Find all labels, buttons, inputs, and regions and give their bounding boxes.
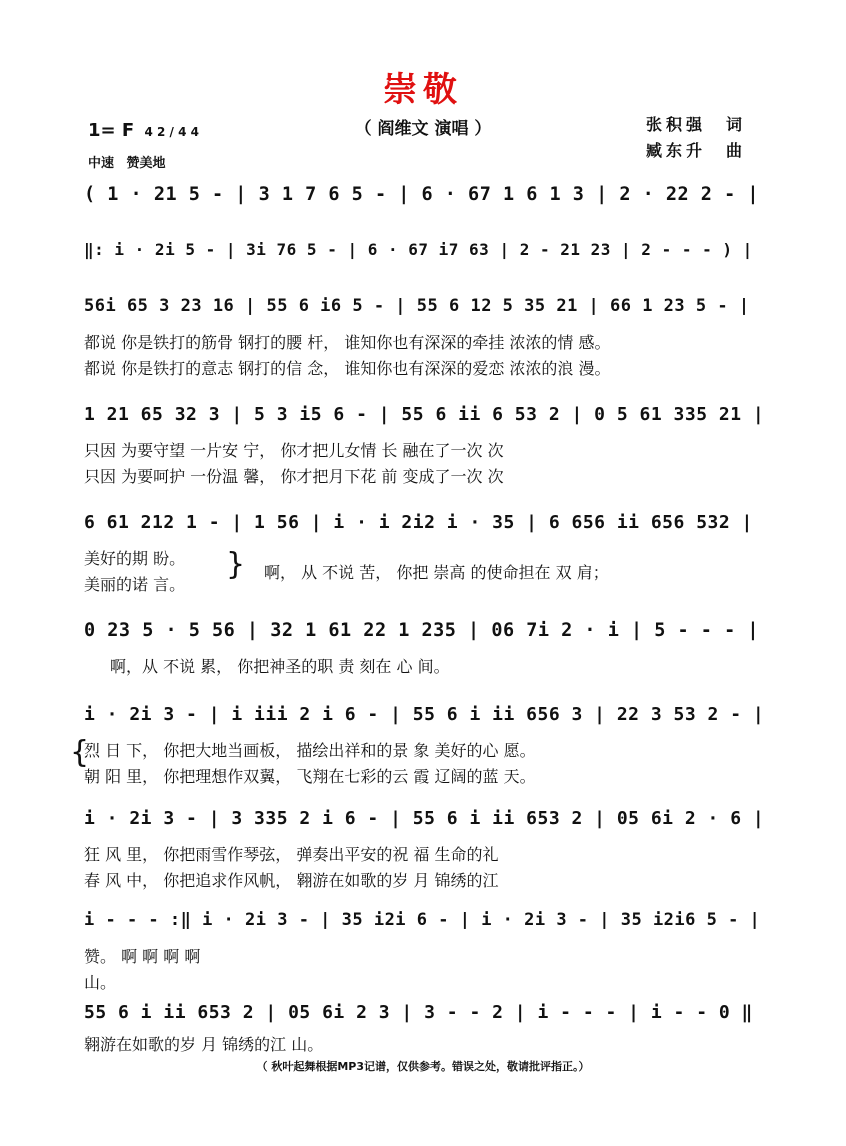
- verse-brace: {: [70, 735, 90, 770]
- lyric-verse-1: 都说 你是铁打的筋骨 钢打的腰 杆， 谁知你也有深深的牵挂 浓浓的情 感。: [84, 333, 611, 352]
- notation-line: 55 6 i ii 653 2 | 05 6i 2 3 | 3 - - 2 | i - - - | i - - 0 ‖: [84, 1002, 753, 1023]
- lyricist-credit: 张积强 词: [646, 115, 747, 134]
- song-title: 崇敬: [383, 70, 463, 110]
- time-signature: 4 2 / 4 4: [144, 125, 199, 139]
- notation-line: 56i 65 3 23 16 | 55 6 i6 5 - | 55 6 12 5 35 21 | 66 1 23 5 - |: [84, 296, 750, 316]
- lyric-verse-1: 翱游在如歌的岁 月 锦绣的江 山。: [84, 1035, 324, 1054]
- tempo-marking: [88, 152, 174, 171]
- transcription-note: （ 秋叶起舞根据MP3记谱，仅供参考。错误之处，敬请批评指正。）: [256, 1060, 590, 1073]
- notation-line: 0 23 5 · 5 56 | 32 1 61 22 1 235 | 06 7i 2 · i | 5 - - - |: [84, 620, 760, 641]
- lyric-verse-2: 美丽的诺 言。: [84, 575, 186, 594]
- singer-credit: （ 阎维文 演唱 ）: [354, 119, 492, 139]
- lyric-verse-2: 朝 阳 里， 你把理想作双翼， 飞翔在七彩的云 霞 辽阔的蓝 天。: [84, 767, 536, 786]
- verse-brace: }: [226, 547, 246, 582]
- lyric-verse-2: 只因 为要呵护 一份温 馨， 你才把月下花 前 变成了一次 次: [84, 467, 504, 486]
- tempo-speed: 中速: [88, 156, 115, 171]
- lyric-verse-1: 赞。 啊 啊 啊 啊: [84, 947, 201, 966]
- lyric-chorus: 啊，从 不说 累， 你把神圣的职 责 刻在 心 间。: [110, 657, 450, 676]
- lyric-verse-2: 山。: [84, 973, 117, 992]
- lyric-verse-1: 只因 为要守望 一片安 宁， 你才把儿女情 长 融在了一次 次: [84, 441, 504, 460]
- notation-line: ‖: i · 2i 5 - | 3i 76 5 - | 6 · 67 i7 63 | 2 - 21 23 | 2 - - - ) |: [84, 240, 753, 259]
- key-label: 1= F: [88, 120, 135, 141]
- notation-line: i · 2i 3 - | i iii 2 i 6 - | 55 6 i ii 656 3 | 22 3 53 2 - |: [84, 704, 765, 725]
- lyric-chorus: 啊， 从 不说 苦， 你把 崇高 的使命担在 双 肩；: [264, 563, 609, 582]
- tempo-expression: 赞美地: [126, 156, 166, 171]
- notation-line: ( 1 · 21 5 - | 3 1 7 6 5 - | 6 · 67 1 6 1 3 | 2 · 22 2 - |: [84, 184, 760, 205]
- lyric-verse-1: 狂 风 里， 你把雨雪作琴弦， 弹奏出平安的祝 福 生命的礼: [84, 845, 499, 864]
- lyric-verse-1: 美好的期 盼。: [84, 549, 186, 568]
- composer-credit: 臧东升 曲: [646, 141, 747, 160]
- lyric-verse-2: 春 风 中， 你把追求作风帆， 翱游在如歌的岁 月 锦绣的江: [84, 871, 499, 890]
- lyric-verse-2: 都说 你是铁打的意志 钢打的信 念， 谁知你也有深深的爱恋 浓浓的浪 漫。: [84, 359, 611, 378]
- notation-line: i - - - :‖ i · 2i 3 - | 35 i2i 6 - | i · 2i 3 - | 35 i2i6 5 - |: [84, 910, 761, 930]
- lyric-verse-1: 烈 日 下， 你把大地当画板， 描绘出祥和的景 象 美好的心 愿。: [84, 741, 536, 760]
- key-signature: [88, 120, 199, 141]
- notation-line: i · 2i 3 - | 3 335 2 i 6 - | 55 6 i ii 653 2 | 05 6i 2 · 6 |: [84, 808, 765, 829]
- notation-line: 6 61 212 1 - | 1 56 | i · i 2i2 i · 35 | 6 656 ii 656 532 |: [84, 512, 753, 533]
- notation-line: 1 21 65 32 3 | 5 3 i5 6 - | 55 6 ii 6 53 2 | 0 5 61 335 21 |: [84, 404, 765, 425]
